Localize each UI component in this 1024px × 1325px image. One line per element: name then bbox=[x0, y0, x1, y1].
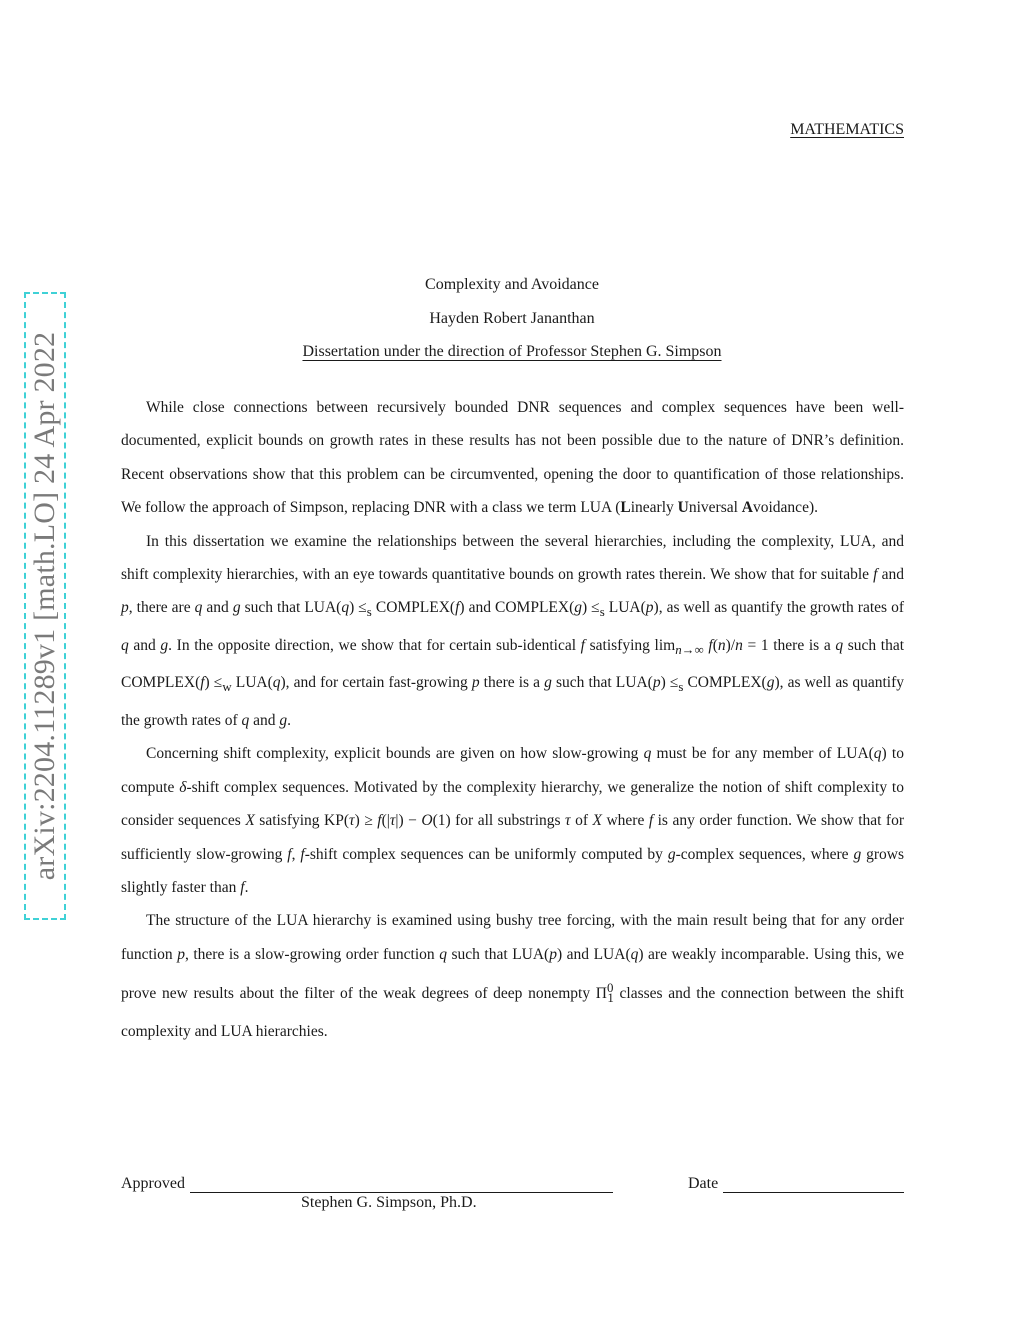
abstract-paragraph-4: The structure of the LUA hierarchy is examined using bushy tree forcing, with the main result being that for any order function p, there is a slow-growing order function q such that LUA(p) and LUA(q) are weakly incomparable. Using this, we prove new results about the filter of the weak degrees of deep nonempty $\Pi^0_1$ classes and the connection between the shift complexity and LUA hierarchies. bbox=[121, 912, 904, 1040]
approval-signature-line bbox=[190, 1192, 613, 1193]
abstract-paragraph-3: Concerning shift complexity, explicit bounds are given on how slow-growing q must be for any member of LUA(q) to compute δ-shift complex sequences. Motivated by the complexity hierarchy, we generalize the notion of shift complexity to consider sequences X satisfying KP(τ) ≥ f(|τ|) − O(1) for all substrings τ of X where f is any order function. We show that for sufficiently slow-growing f, f-shift complex sequences can be uniformly computed by g-complex sequences, where g grows slightly faster than f. bbox=[121, 745, 905, 896]
abstract bbox=[121, 391, 904, 1048]
abstract-paragraph-2: In this dissertation we examine the relationships between the several hierarchies, including the complexity, LUA, and shift complexity hierarchies, with an eye towards quantitative bounds on growth rates therein. We show that for suitable f and p, there are q and g such that $LUA(q) \le_s$ COMPLEX(f) and COMPLEX(g) $\le_s$ LUA(p), as well as quantify the growth rates of q and g. In the opposite direction, we show that for certain sub-identical f satisfying $\lim_{n\to\infty} f(n)/n = 1$ there is a q such that COMPLEX(f) $\le_w$ LUA(q), and for certain fast-growing p there is a g such that $LUA(p) \le_s$ COMPLEX(g), as well as quantify the growth rates of q and g. bbox=[121, 532, 905, 729]
signer-name: Stephen G. Simpson, Ph.D. bbox=[301, 1194, 477, 1211]
approved-label: Approved bbox=[121, 1175, 185, 1192]
signature-block bbox=[121, 1175, 904, 1215]
arxiv-stamp-text: arXiv:2204.11289v1 [math.LO] 24 Apr 2022 bbox=[28, 331, 61, 881]
arxiv-stamp bbox=[24, 292, 66, 920]
date-signature-line bbox=[723, 1192, 904, 1193]
department-heading: MATHEMATICS bbox=[790, 121, 904, 138]
direction-line bbox=[0, 343, 1024, 361]
author-name: Hayden Robert Jananthan bbox=[429, 310, 595, 327]
direction-text: Dissertation under the direction of Professor Stephen G. Simpson bbox=[302, 343, 722, 360]
abstract-paragraph-1: While close connections between recursively bounded DNR sequences and complex sequences have been well-documented, explicit bounds on growth rates in these results has not been possible due to the nature of DNR’s definition. Recent observations show that this problem can be circumvented, opening the door to quantification of those relationships. We follow the approach of Simpson, replacing DNR with a class we term LUA (Linearly Universal Avoidance). bbox=[121, 399, 904, 517]
dissertation-title: Complexity and Avoidance bbox=[425, 276, 599, 293]
date-label: Date bbox=[688, 1175, 719, 1192]
